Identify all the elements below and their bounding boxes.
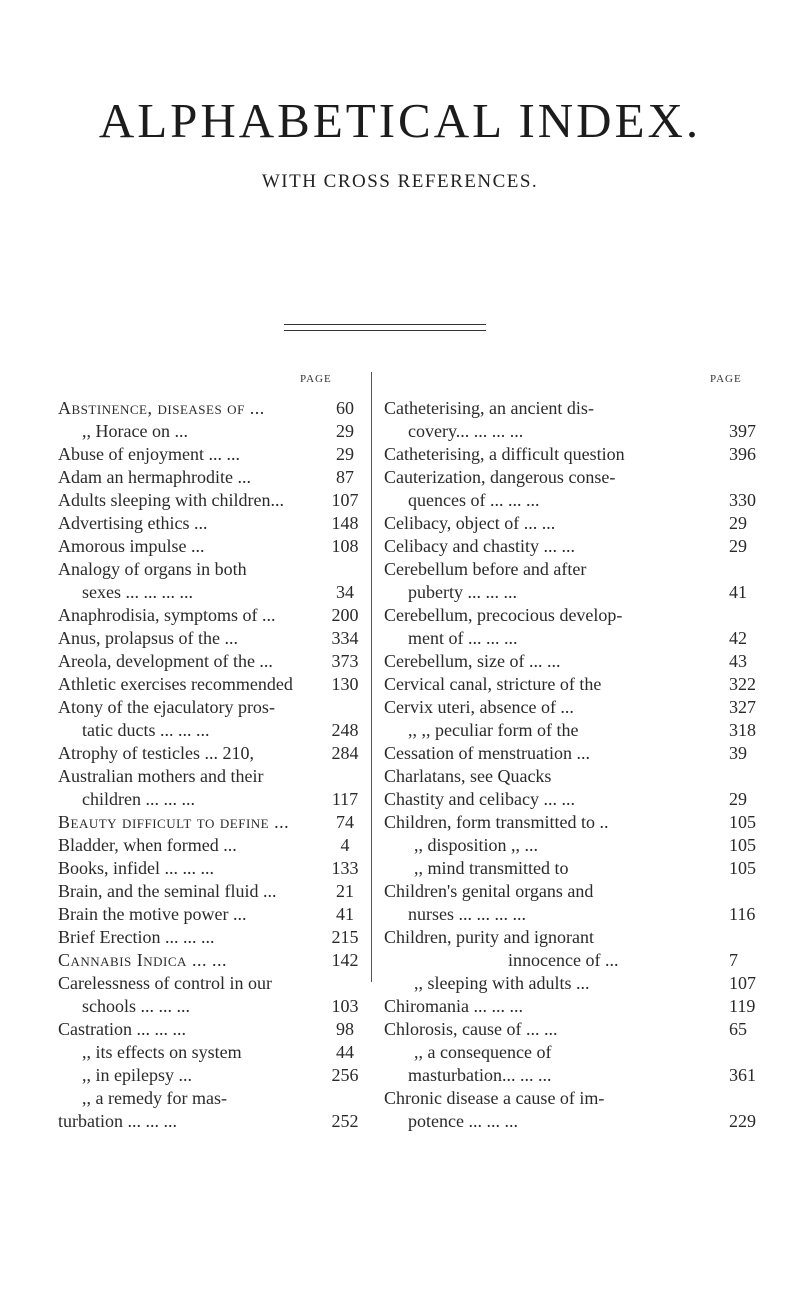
index-column-left (58, 397, 359, 1133)
index-entry-text: potence ... ... ... (408, 1111, 518, 1131)
index-entry-text: Anaphrodisia, symptoms of ... (58, 605, 276, 625)
index-entry-page: 41 (336, 904, 354, 924)
page-subtitle: WITH CROSS REFERENCES. (261, 171, 539, 192)
index-entry-text: Cervical canal, stricture of the (384, 674, 602, 694)
index-entry (58, 857, 359, 880)
index-entry-text: Chastity and celibacy ... ... (384, 789, 575, 809)
index-entry-text: Catheterising, an ancient dis- (384, 398, 594, 418)
index-entry (384, 581, 747, 604)
index-entry (58, 834, 350, 857)
index-entry-page: 29 (336, 444, 354, 464)
index-entry-text: Areola, development of the ... (58, 651, 273, 671)
index-column-right (384, 397, 756, 1133)
index-entry (384, 949, 738, 972)
index-entry-page: 87 (336, 467, 354, 487)
index-entry (58, 926, 359, 949)
index-entry-page: 29 (729, 536, 747, 556)
index-entry-page: 34 (336, 582, 354, 602)
index-entry (384, 489, 756, 512)
index-entry-text: Abuse of enjoyment ... ... (58, 444, 240, 464)
index-entry-text: Castration ... ... ... (58, 1019, 186, 1039)
page-title: ALPHABETICAL INDEX. (98, 93, 702, 148)
index-entry-text: Cannabis Indica ... ... (58, 950, 227, 970)
index-entry-text: ,, ,, peculiar form of the (408, 720, 579, 740)
index-entry-text: ,, in epilepsy ... (82, 1065, 192, 1085)
index-entry (58, 420, 354, 443)
index-entry (384, 673, 756, 696)
index-entry-page: 4 (340, 835, 350, 855)
index-entry (384, 696, 756, 719)
index-entry-page: 396 (729, 444, 756, 464)
index-entry-text: sexes ... ... ... ... (82, 582, 193, 602)
index-entry (58, 903, 354, 926)
index-entry-page: 105 (729, 835, 756, 855)
index-entry-text: ,, its effects on system (82, 1042, 242, 1062)
index-entry-text: Charlatans, see Quacks (384, 766, 552, 786)
index-entry-text: tatic ducts ... ... ... (82, 720, 210, 740)
index-entry-text: ,, a consequence of (414, 1042, 552, 1062)
index-entry (384, 765, 670, 788)
index-entry-text: Cerebellum before and after (384, 559, 587, 579)
index-entry-text: Carelessness of control in our (58, 973, 272, 993)
index-entry-text: quences of ... ... ... (408, 490, 540, 510)
index-entry-text: Bladder, when formed ... (58, 835, 237, 855)
index-entry (58, 535, 359, 558)
page-column-header-right: PAGE (710, 373, 742, 385)
index-entry-text: Beauty difficult to define ... (58, 812, 290, 832)
index-entry (384, 558, 670, 581)
title-rule-top (284, 324, 486, 325)
index-entry-page: 330 (729, 490, 756, 510)
index-entry (384, 742, 747, 765)
index-entry-text: Abstinence, diseases of ... (58, 398, 265, 418)
index-entry-page: 108 (331, 536, 359, 556)
index-entry-page: 142 (331, 950, 359, 970)
index-entry-page: 284 (331, 743, 359, 763)
index-entry-text: Chronic disease a cause of im- (384, 1088, 605, 1108)
index-entry-text: Brain, and the seminal fluid ... (58, 881, 277, 901)
index-entry (58, 880, 354, 903)
index-entry-page: 42 (729, 628, 747, 648)
index-entry (58, 1064, 359, 1087)
index-entry (58, 696, 336, 719)
index-entry-text: Cervix uteri, absence of ... (384, 697, 574, 717)
index-entry-page: 397 (729, 421, 756, 441)
index-entry (58, 650, 359, 673)
index-entry (384, 880, 670, 903)
index-entry (384, 627, 747, 650)
index-entry-page: 29 (729, 513, 747, 533)
index-entry (58, 558, 336, 581)
index-entry-text: Children's genital organs and (384, 881, 594, 901)
index-entry-page: 60 (336, 398, 354, 418)
index-entry (384, 604, 670, 627)
index-entry-text: ,, disposition ,, ... (414, 835, 539, 855)
index-entry-page: 229 (729, 1111, 756, 1131)
index-entry-page: 41 (729, 582, 747, 602)
index-entry (384, 397, 670, 420)
index-entry-text: Atrophy of testicles ... 210, (58, 743, 254, 763)
index-entry-page: 256 (331, 1065, 359, 1085)
index-entry (384, 535, 747, 558)
index-entry-page: 105 (729, 812, 756, 832)
index-entry (58, 1087, 336, 1110)
index-entry-page: 361 (729, 1065, 756, 1085)
index-entry-page: 334 (331, 628, 359, 648)
title-rule-bottom (284, 330, 486, 331)
index-entry-text: Analogy of organs in both (58, 559, 247, 579)
index-entry-text: ,, a remedy for mas- (82, 1088, 227, 1108)
index-entry-text: Celibacy, object of ... ... (384, 513, 556, 533)
index-entry-text: ment of ... ... ... (408, 628, 518, 648)
index-entry-page: 21 (336, 881, 354, 901)
index-entry-page: 7 (729, 950, 738, 970)
index-entry (384, 788, 747, 811)
index-entry-page: 373 (331, 651, 359, 671)
index-entry-text: ,, mind transmitted to (414, 858, 569, 878)
index-entry (384, 834, 756, 857)
index-entry-text: Brain the motive power ... (58, 904, 247, 924)
index-entry-text: turbation ... ... ... (58, 1111, 177, 1131)
index-entry (58, 466, 354, 489)
index-entry (58, 627, 359, 650)
index-entry-text: Athletic exercises recommended (58, 674, 293, 694)
index-entry-text: ,, Horace on ... (82, 421, 188, 441)
index-entry-text: Chiromania ... ... ... (384, 996, 523, 1016)
index-entry (384, 512, 747, 535)
index-entry (58, 995, 359, 1018)
index-entry-text: Cauterization, dangerous conse- (384, 467, 616, 487)
index-entry-text: Atony of the ejaculatory pros- (58, 697, 275, 717)
index-entry (384, 1064, 756, 1087)
index-entry (384, 972, 756, 995)
index-entry-page: 44 (336, 1042, 354, 1062)
index-entry (384, 995, 756, 1018)
index-entry-page: 248 (331, 720, 359, 740)
index-entry (58, 972, 336, 995)
index-entry-page: 103 (331, 996, 359, 1016)
index-entry-text: Adults sleeping with children... (58, 490, 284, 510)
index-entry-text: Cerebellum, size of ... ... (384, 651, 561, 671)
index-entry-page: 74 (336, 812, 354, 832)
index-entry (58, 581, 354, 604)
index-entry (58, 673, 359, 696)
index-entry-page: 29 (729, 789, 747, 809)
index-entry-page: 119 (729, 996, 756, 1016)
index-entry-text: ,, sleeping with adults ... (414, 973, 590, 993)
index-entry (58, 443, 354, 466)
index-entry-page: 318 (729, 720, 756, 740)
index-entry (384, 1041, 670, 1064)
index-entry-text: Advertising ethics ... (58, 513, 208, 533)
index-entry-page: 322 (729, 674, 756, 694)
index-entry-text: Books, infidel ... ... ... (58, 858, 214, 878)
index-entry (384, 903, 756, 926)
index-entry-page: 65 (729, 1019, 747, 1039)
index-entry-page: 116 (729, 904, 756, 924)
page-column-header-left: PAGE (300, 373, 332, 385)
index-entry (58, 949, 359, 972)
index-entry-text: Children, purity and ignorant (384, 927, 594, 947)
index-entry-page: 39 (729, 743, 747, 763)
index-entry (58, 788, 359, 811)
index-entry (384, 466, 670, 489)
index-entry-page: 29 (336, 421, 354, 441)
index-entry (384, 1087, 670, 1110)
index-entry-text: Brief Erection ... ... ... (58, 927, 215, 947)
index-entry (384, 719, 756, 742)
index-entry (58, 1041, 354, 1064)
index-entry (384, 1110, 756, 1133)
index-entry (58, 512, 359, 535)
index-entry-text: nurses ... ... ... ... (408, 904, 526, 924)
index-entry-text: masturbation... ... ... (408, 1065, 552, 1085)
index-entry-text: Australian mothers and their (58, 766, 264, 786)
index-entry-page: 105 (729, 858, 756, 878)
column-divider (371, 372, 372, 982)
index-entry-page: 215 (331, 927, 359, 947)
index-entry (58, 719, 359, 742)
index-entry-text: puberty ... ... ... (408, 582, 517, 602)
index-entry-text: innocence of ... (508, 950, 619, 970)
index-entry-text: Cessation of menstruation ... (384, 743, 590, 763)
index-entry (384, 1018, 747, 1041)
index-entry (58, 811, 354, 834)
index-entry (58, 742, 359, 765)
index-entry-page: 148 (331, 513, 359, 533)
index-entry-page: 107 (729, 973, 756, 993)
index-entry-text: covery... ... ... ... (408, 421, 524, 441)
index-entry-page: 117 (331, 789, 359, 809)
index-entry-text: Catheterising, a difficult question (384, 444, 625, 464)
index-entry (384, 811, 756, 834)
index-entry-text: Adam an hermaphrodite ... (58, 467, 251, 487)
index-entry-text: Celibacy and chastity ... ... (384, 536, 575, 556)
index-entry-text: Chlorosis, cause of ... ... (384, 1019, 558, 1039)
index-entry (58, 765, 336, 788)
index-entry-page: 107 (331, 490, 359, 510)
index-entry (58, 397, 354, 420)
index-entry (58, 604, 359, 627)
index-entry-text: Cerebellum, precocious develop- (384, 605, 623, 625)
index-entry-page: 133 (331, 858, 359, 878)
index-entry (384, 650, 747, 673)
index-entry-text: children ... ... ... (82, 789, 195, 809)
index-entry (384, 420, 756, 443)
index-entry-text: Amorous impulse ... (58, 536, 205, 556)
index-entry-page: 327 (729, 697, 756, 717)
index-entry-page: 43 (729, 651, 747, 671)
index-entry-page: 130 (331, 674, 359, 694)
index-entry-page: 200 (331, 605, 359, 625)
index-entry (384, 443, 756, 466)
index-entry (58, 1018, 354, 1041)
index-entry (58, 1110, 359, 1133)
index-entry-page: 252 (331, 1111, 359, 1131)
index-entry (384, 857, 756, 880)
index-entry-text: Children, form transmitted to .. (384, 812, 609, 832)
index-entry-text: schools ... ... ... (82, 996, 190, 1016)
index-entry (58, 489, 359, 512)
index-entry-page: 98 (336, 1019, 354, 1039)
index-entry-text: Anus, prolapsus of the ... (58, 628, 238, 648)
index-entry (384, 926, 670, 949)
